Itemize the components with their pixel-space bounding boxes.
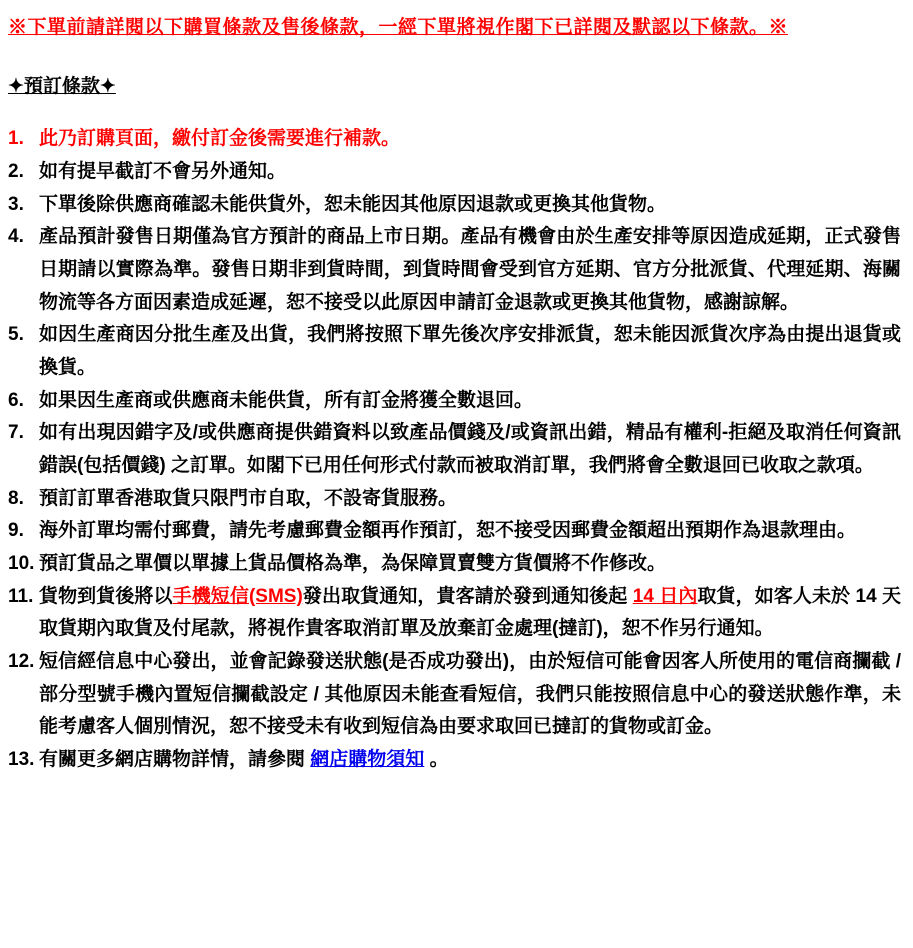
term-number: 13. (8, 749, 35, 771)
term-item-3 (8, 189, 901, 222)
term-item-8 (8, 483, 901, 516)
term-item-9 (8, 515, 901, 548)
term-item-11 (8, 581, 901, 646)
term-text: 貨物到貨後將以手機短信(SMS)發出取貨通知，貴客請於發到通知後起 14 日內取貨，如客人未於 14 天取貨期內取貨及付尾款，將視作貴客取消訂單及放棄訂金處理(撻訂)，恕不作另行通知。 (39, 585, 902, 640)
term-item-1 (8, 123, 901, 156)
term-text: 如有提早截訂不會另外通知。 (39, 161, 287, 183)
term-text: 有關更多網店購物詳情，請參閱 網店購物須知 。 (39, 749, 449, 771)
terms-list (8, 123, 901, 776)
term-text: 產品預計發售日期僅為官方預計的商品上市日期。產品有機會由於生產安排等原因造成延期，正式發售日期請以實際為準。發售日期非到貨時間，到貨時間會受到官方延期、官方分批派貨、代理延期、海關物流等各方面因素造成延遲，恕不接受以此原因申請訂金退款或更換其他貨物，感謝諒解。 (39, 226, 901, 313)
term-item-2 (8, 156, 901, 189)
term-item-6 (8, 385, 901, 418)
term-number: 11. (8, 585, 34, 607)
term-number: 7. (8, 422, 24, 444)
term-number: 5. (8, 324, 24, 346)
term-number: 2. (8, 161, 24, 183)
term-text: 如果因生產商或供應商未能供貨，所有訂金將獲全數退回。 (39, 389, 534, 411)
term-number: 8. (8, 487, 24, 509)
term-item-13 (8, 744, 901, 777)
term-number: 6. (8, 389, 24, 411)
warning-title: ※下單前請詳閱以下購買條款及售後條款，一經下單將視作閣下已詳閱及默認以下條款。※ (8, 17, 789, 38)
term-item-12 (8, 646, 901, 744)
term-number: 1. (8, 128, 24, 150)
term-text: 預訂貨品之單價以單據上貨品價格為準，為保障買賣雙方貨價將不作修改。 (39, 553, 667, 575)
term-item-5 (8, 319, 901, 384)
term-text: 如因生產商因分批生產及出貨，我們將按照下單先後次序安排派貨，恕未能因派貨次序為由提出退貨或換貨。 (39, 324, 901, 379)
pickup-deadline-highlight: 14 日內 (632, 585, 698, 607)
term-text: 海外訂單均需付郵費，請先考慮郵費金額再作預訂，恕不接受因郵費金額超出預期作為退款理由。 (39, 520, 857, 542)
shop-notice-link[interactable]: 網店購物須知 (310, 749, 425, 771)
term-item-10 (8, 548, 901, 581)
term-number: 3. (8, 193, 24, 215)
term-text: 此乃訂購頁面，繳付訂金後需要進行補款。 (39, 128, 401, 150)
term-text: 下單後除供應商確認未能供貨外，恕未能因其他原因退款或更換其他貨物。 (39, 193, 667, 215)
term-text: 預訂訂單香港取貨只限門市自取，不設寄貨服務。 (39, 487, 458, 509)
section-title-preorder-terms: ✦預訂條款✦ (8, 75, 116, 97)
term-text: 如有出現因錯字及/或供應商提供錯資料以致產品價錢及/或資訊出錯，精品有權利-拒絕及取消任何資訊錯誤(包括價錢) 之訂單。如閣下已用任何形式付款而被取消訂單，我們將會全數退回已收取之款項。 (39, 422, 901, 477)
sms-highlight: 手機短信(SMS) (172, 585, 303, 607)
term-item-4 (8, 221, 901, 319)
term-number: 9. (8, 520, 24, 542)
term-number: 12. (8, 651, 35, 673)
term-number: 4. (8, 226, 24, 248)
term-number: 10. (8, 553, 35, 575)
term-item-7 (8, 417, 901, 482)
term-text: 短信經信息中心發出，並會記錄發送狀態(是否成功發出)，由於短信可能會因客人所使用的電信商攔截 / 部分型號手機內置短信攔截設定 / 其他原因未能查看短信，我們只能按照信息中心的發送狀態作準，未能考慮客人個別情況，恕不接受未有收到短信為由要求取回已撻訂的貨物或訂金。 (39, 651, 901, 738)
